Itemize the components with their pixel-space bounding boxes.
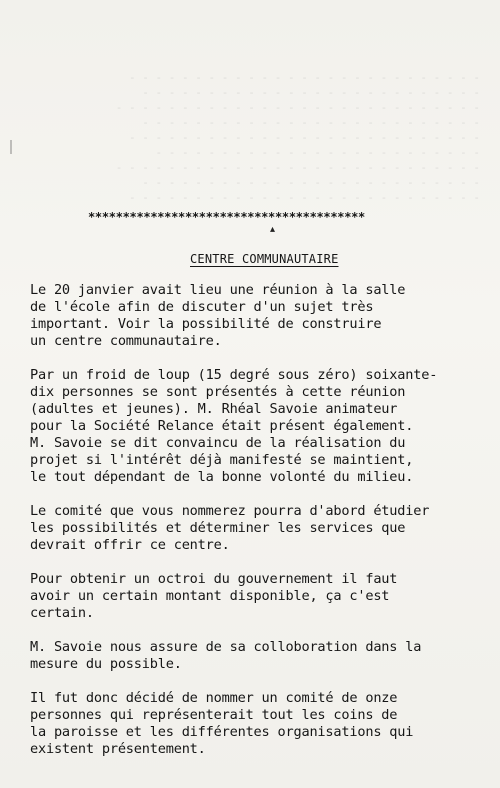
text-line: pour la Société Relance était présent également.: [30, 418, 414, 434]
article-body: [30, 282, 500, 775]
text-line: projet si l'intérêt déjà manifesté se maintient,: [30, 452, 414, 468]
text-line: dix personnes se sont présentés à cette réunion: [30, 384, 406, 400]
text-line: de l'école afin de discuter d'un sujet très: [30, 299, 374, 315]
text-line: Par un froid de loup (15 degré sous zéro) soixante-: [30, 367, 438, 383]
text-line: Le 20 janvier avait lieu une réunion à la salle: [30, 282, 406, 298]
text-line: M. Savoie nous assure de sa colloboration dans la: [30, 639, 422, 655]
text-line: le tout dépendant de la bonne volonté du milieu.: [30, 469, 414, 485]
paragraph: [30, 282, 500, 350]
caret-mark: ▴: [270, 224, 276, 235]
paragraph: [30, 571, 500, 622]
text-line: un centre communautaire.: [30, 333, 222, 349]
text-line: les possibilités et déterminer les services que: [30, 520, 406, 536]
separator-line: ****************************************: [88, 210, 365, 224]
text-line: la paroisse et les différentes organisations qui: [30, 724, 414, 740]
text-line: devrait offrir ce centre.: [30, 537, 230, 553]
text-line: Il fut donc décidé de nommer un comité de onze: [30, 690, 398, 706]
paragraph: [30, 367, 500, 486]
text-line: Le comité que vous nommerez pourra d'abord étudier: [30, 503, 430, 519]
text-line: important. Voir la possibilité de construire: [30, 316, 382, 332]
text-line: personnes qui représenterait tout les coins de: [30, 707, 398, 723]
text-line: Pour obtenir un octroi du gouvernement il faut: [30, 571, 398, 587]
section-title: CENTRE COMMUNAUTAIRE: [190, 252, 339, 266]
text-line: mesure du possible.: [30, 656, 182, 672]
bleed-through-text: - - - - - - - - - - - - - - - - - - - - - - - - - - - - - - - - - - - - - - - - - - - - - - - - - - - - - - - - - - - - - - - - - - - - - - - - - - - - - - - - - - - - - - - - - - - - - - - - - - - - - - - - - - - - - - - - - - - - - - - - - - - - - - - - - - - - - - - - - - - - - - - - - - - - - - - - - - - - - - - - - - - - - - - - - - - - - - - - - - - - - - - - - - - - - - - - - - - - - - - - - - - - - - - - - - - - - - - - - - - - - - - - - - - - - - - - - - - - - - - -: [115, 71, 480, 204]
margin-mark: [10, 140, 22, 154]
paragraph: [30, 690, 500, 758]
text-line: (adultes et jeunes). M. Rhéal Savoie animateur: [30, 401, 398, 417]
paragraph: [30, 639, 500, 673]
text-line: M. Savoie se dit convaincu de la réalisation du: [30, 435, 406, 451]
text-line: avoir un certain montant disponible, ça c'est: [30, 588, 390, 604]
text-line: certain.: [30, 605, 94, 621]
text-line: existent présentement.: [30, 741, 206, 757]
paragraph: [30, 503, 500, 554]
